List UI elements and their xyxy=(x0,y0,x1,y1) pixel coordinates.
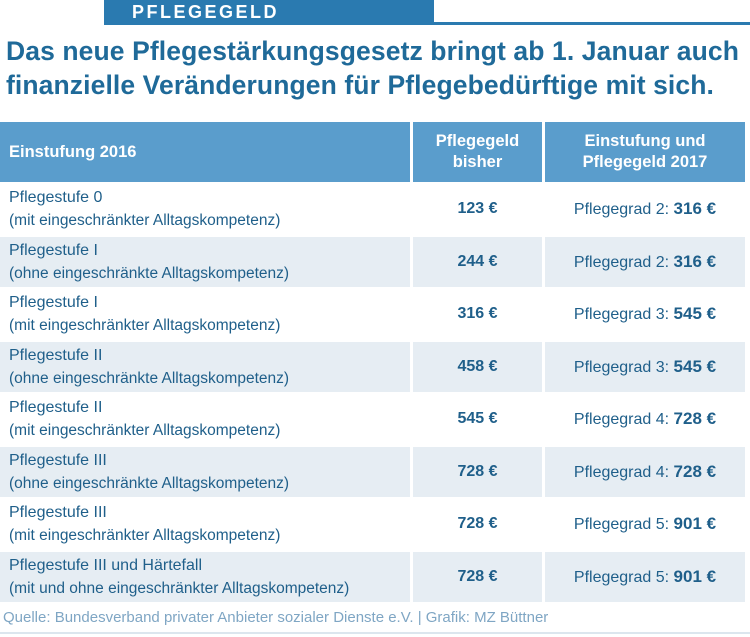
stufe-cell xyxy=(0,445,413,498)
stufe-label: Pflegestufe II xyxy=(9,399,103,417)
stufe-detail: (mit eingeschränkter Alltagskompetenz) xyxy=(9,422,281,440)
stufe-cell xyxy=(0,340,413,393)
headline-line-1: Das neue Pflegestärkungsgesetz bringt ab 1. Januar auch xyxy=(6,36,739,66)
stufe-label: Pflegestufe II xyxy=(9,346,103,364)
grad-label: Pflegegrad 4: xyxy=(573,411,670,429)
neu-value: 728 € xyxy=(673,461,717,481)
bisher-value: 728 € xyxy=(413,497,545,550)
grad-label: Pflegegrad 3: xyxy=(573,358,670,376)
neu-value: 316 € xyxy=(673,251,717,271)
column-header-bisher-line2: bisher xyxy=(452,153,503,171)
stufe-label: Pflegestufe III xyxy=(9,504,107,522)
table-row xyxy=(0,392,745,445)
bisher-value: 123 € xyxy=(413,182,545,235)
table-row xyxy=(0,287,745,340)
neu-value: 545 € xyxy=(673,304,717,324)
stufe-cell xyxy=(0,497,413,550)
stufe-cell xyxy=(0,235,413,288)
section-tag: PFLEGEGELD xyxy=(104,0,434,25)
grad-label: Pflegegrad 3: xyxy=(573,306,670,324)
stufe-cell xyxy=(0,287,413,340)
table-row xyxy=(0,340,745,393)
table-row xyxy=(0,182,745,235)
grad-label: Pflegegrad 2: xyxy=(573,253,670,271)
bisher-value: 458 € xyxy=(413,340,545,393)
grad-label: Pflegegrad 4: xyxy=(573,463,670,481)
table-header-row xyxy=(0,122,745,182)
headline-line-2: finanzielle Veränderungen für Pflegebedürftige mit sich. xyxy=(6,70,714,100)
bisher-value: 728 € xyxy=(413,445,545,498)
neu-cell xyxy=(545,182,745,235)
column-header-2017 xyxy=(545,122,745,182)
table-row xyxy=(0,235,745,288)
stufe-detail: (mit und ohne eingeschränkter Alltagskompetenz) xyxy=(9,579,350,597)
tag-underline xyxy=(434,22,750,25)
stufe-label: Pflegestufe III und Härtefall xyxy=(9,556,202,574)
stufe-detail: (ohne eingeschränkte Alltagskompetenz) xyxy=(9,474,290,492)
stufe-label: Pflegestufe III xyxy=(9,451,107,469)
neu-value: 545 € xyxy=(673,356,717,376)
neu-cell xyxy=(545,497,745,550)
column-header-bisher-line1: Pflegegeld xyxy=(435,132,520,150)
column-header-2017-line1: Einstufung und xyxy=(584,132,706,150)
stufe-cell xyxy=(0,392,413,445)
neu-value: 728 € xyxy=(673,409,717,429)
neu-cell xyxy=(545,235,745,288)
neu-cell xyxy=(545,287,745,340)
stufe-detail: (mit eingeschränkter Alltagskompetenz) xyxy=(9,317,281,335)
bisher-value: 316 € xyxy=(413,287,545,340)
stufe-detail: (mit eingeschränkter Alltagskompetenz) xyxy=(9,212,281,230)
source-credit: Quelle: Bundesverband privater Anbieter sozialer Dienste e.V. | Grafik: MZ Büttner xyxy=(3,609,549,626)
bisher-value: 545 € xyxy=(413,392,545,445)
stufe-cell xyxy=(0,182,413,235)
grad-label: Pflegegrad 5: xyxy=(573,568,670,586)
bisher-value: 244 € xyxy=(413,235,545,288)
neu-cell xyxy=(545,392,745,445)
stufe-cell xyxy=(0,550,413,603)
bisher-value: 728 € xyxy=(413,550,545,603)
neu-cell xyxy=(545,445,745,498)
bottom-divider xyxy=(0,632,750,634)
pflegegeld-table xyxy=(0,122,745,602)
stufe-detail: (mit eingeschränkter Alltagskompetenz) xyxy=(9,527,281,545)
neu-cell xyxy=(545,550,745,603)
table-row xyxy=(0,445,745,498)
stufe-detail: (ohne eingeschränkte Alltagskompetenz) xyxy=(9,264,290,282)
column-header-einstufung: Einstufung 2016 xyxy=(0,122,413,182)
stufe-label: Pflegestufe I xyxy=(9,294,98,312)
neu-value: 901 € xyxy=(673,566,717,586)
grad-label: Pflegegrad 2: xyxy=(573,201,670,219)
neu-value: 316 € xyxy=(673,199,717,219)
column-header-2017-line2: Pflegegeld 2017 xyxy=(582,153,708,171)
table-row xyxy=(0,550,745,603)
headline xyxy=(6,34,746,102)
neu-cell xyxy=(545,340,745,393)
grad-label: Pflegegrad 5: xyxy=(573,516,670,534)
stufe-label: Pflegestufe I xyxy=(9,241,98,259)
neu-value: 901 € xyxy=(673,514,717,534)
stufe-label: Pflegestufe 0 xyxy=(9,189,103,207)
table-row xyxy=(0,497,745,550)
column-header-bisher xyxy=(413,122,545,182)
stufe-detail: (ohne eingeschränkte Alltagskompetenz) xyxy=(9,369,290,387)
